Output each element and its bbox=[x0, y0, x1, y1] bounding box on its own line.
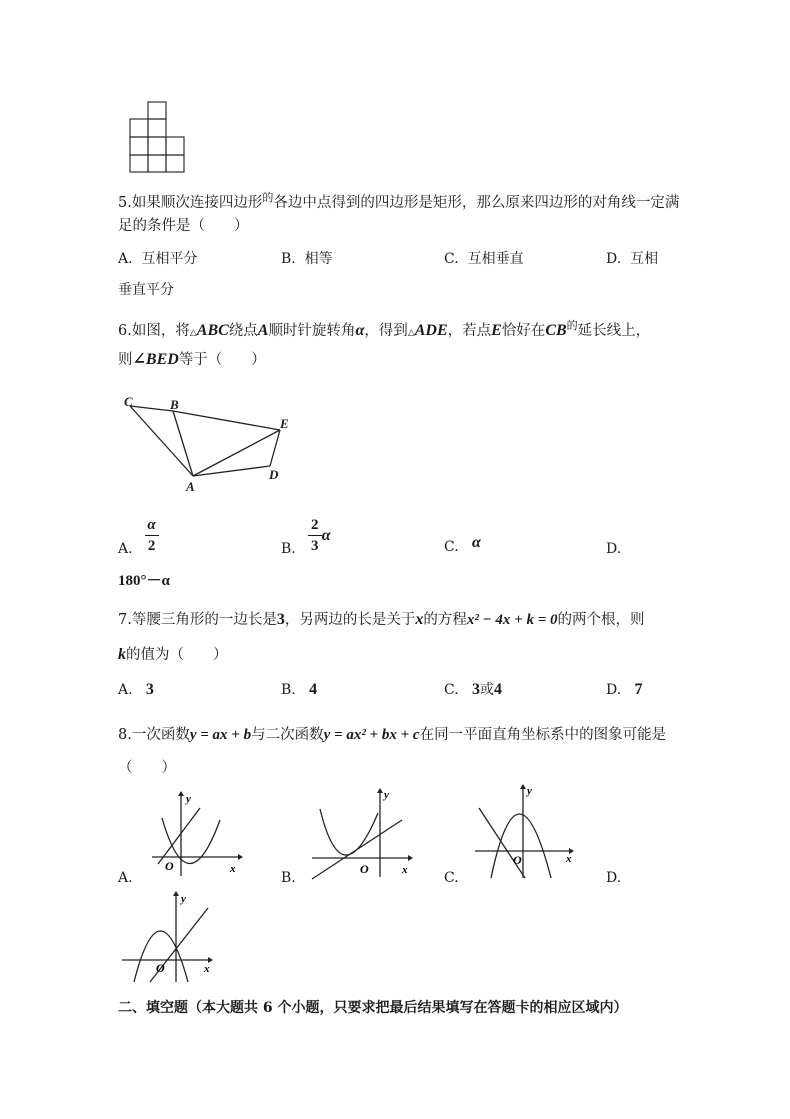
q5-option-b[interactable]: B. 相等 bbox=[281, 251, 333, 267]
q5-option-d-wrap: 垂直平分 bbox=[118, 282, 174, 298]
q5-option-a[interactable]: A. 互相平分 bbox=[118, 251, 198, 267]
svg-text:x: x bbox=[230, 863, 236, 875]
q5-stem-line2: 足的条件是（ ） bbox=[118, 218, 249, 234]
label-e: E bbox=[280, 416, 289, 431]
q6-option-a[interactable]: A. $\frac{\alpha}{2}$ bbox=[118, 515, 159, 559]
q5-stem-line1: 5.如果顺次连接四边形$^的$各边中点得到的四边形是矩形，那么原来四边形的对角线一定满 bbox=[118, 191, 680, 211]
q6-option-d[interactable]: D. bbox=[606, 541, 622, 557]
q7-option-b[interactable]: B. 4 bbox=[281, 681, 318, 698]
svg-text:O: O bbox=[360, 862, 369, 876]
q7-option-d[interactable]: D. 7 bbox=[606, 681, 643, 698]
q8-graph-a bbox=[148, 790, 243, 880]
q7-stem-line1: 7.等腰三角形的一边长是3，另两边的长是关于x的方程x² − 4x + k = 0的两个根，则 bbox=[118, 611, 645, 628]
svg-text:y: y bbox=[181, 893, 186, 905]
q6-stem-line1: 6.如图，将△ABC绕点A顺时针旋转角α，得到△ADE，若点E恰好在$CB^的$延长线上， bbox=[118, 319, 651, 339]
svg-text:y: y bbox=[384, 789, 389, 801]
q6-option-d-wrap: 180°－α bbox=[118, 573, 170, 589]
grid-figure bbox=[128, 100, 188, 175]
q7-option-a[interactable]: A. 3 bbox=[118, 681, 154, 698]
label-a: A bbox=[186, 479, 195, 494]
q7-stem-line2: k的值为（ ） bbox=[118, 646, 228, 663]
q8-option-b[interactable]: B. bbox=[281, 870, 296, 886]
q5-option-c[interactable]: C. 互相垂直 bbox=[444, 251, 524, 267]
svg-text:O: O bbox=[513, 853, 522, 867]
svg-text:O: O bbox=[165, 859, 174, 873]
q6-option-c[interactable]: C. α bbox=[444, 534, 481, 555]
label-d: D bbox=[269, 467, 279, 482]
q5-option-d[interactable]: D. 互相 bbox=[606, 251, 659, 267]
svg-text:y: y bbox=[527, 785, 532, 797]
q7-option-c[interactable]: C. 3或4 bbox=[444, 681, 503, 698]
q6-rotation-figure bbox=[118, 392, 308, 497]
section-2-heading: 二、填空题（本大题共 6 个小题，只要求把最后结果填写在答题卡的相应区域内） bbox=[118, 1000, 628, 1016]
q8-graph-b bbox=[310, 785, 415, 880]
q8-option-c[interactable]: C. bbox=[444, 870, 459, 886]
svg-text:O: O bbox=[156, 961, 165, 975]
q6-stem-line2: 则∠BED等于（ ） bbox=[118, 351, 266, 368]
q8-stem-line2: （ ） bbox=[118, 760, 176, 776]
q8-graph-c bbox=[473, 780, 578, 880]
svg-text:y: y bbox=[186, 793, 191, 805]
svg-text:x: x bbox=[566, 853, 572, 865]
q6-option-b[interactable]: B. $\frac{2}{3}$ α bbox=[281, 517, 331, 557]
q8-option-d[interactable]: D. bbox=[606, 870, 622, 886]
label-b: B bbox=[170, 397, 179, 412]
q8-stem-line1: 8.一次函数y = ax + b与二次函数y = ax² + bx + c在同一平面直角坐标系中的图象可能是 bbox=[118, 727, 667, 743]
svg-text:x: x bbox=[204, 963, 210, 975]
svg-text:x: x bbox=[402, 864, 408, 876]
q8-option-a[interactable]: A. bbox=[118, 870, 133, 886]
q8-graph-d bbox=[120, 890, 215, 985]
label-c: C bbox=[124, 394, 133, 409]
